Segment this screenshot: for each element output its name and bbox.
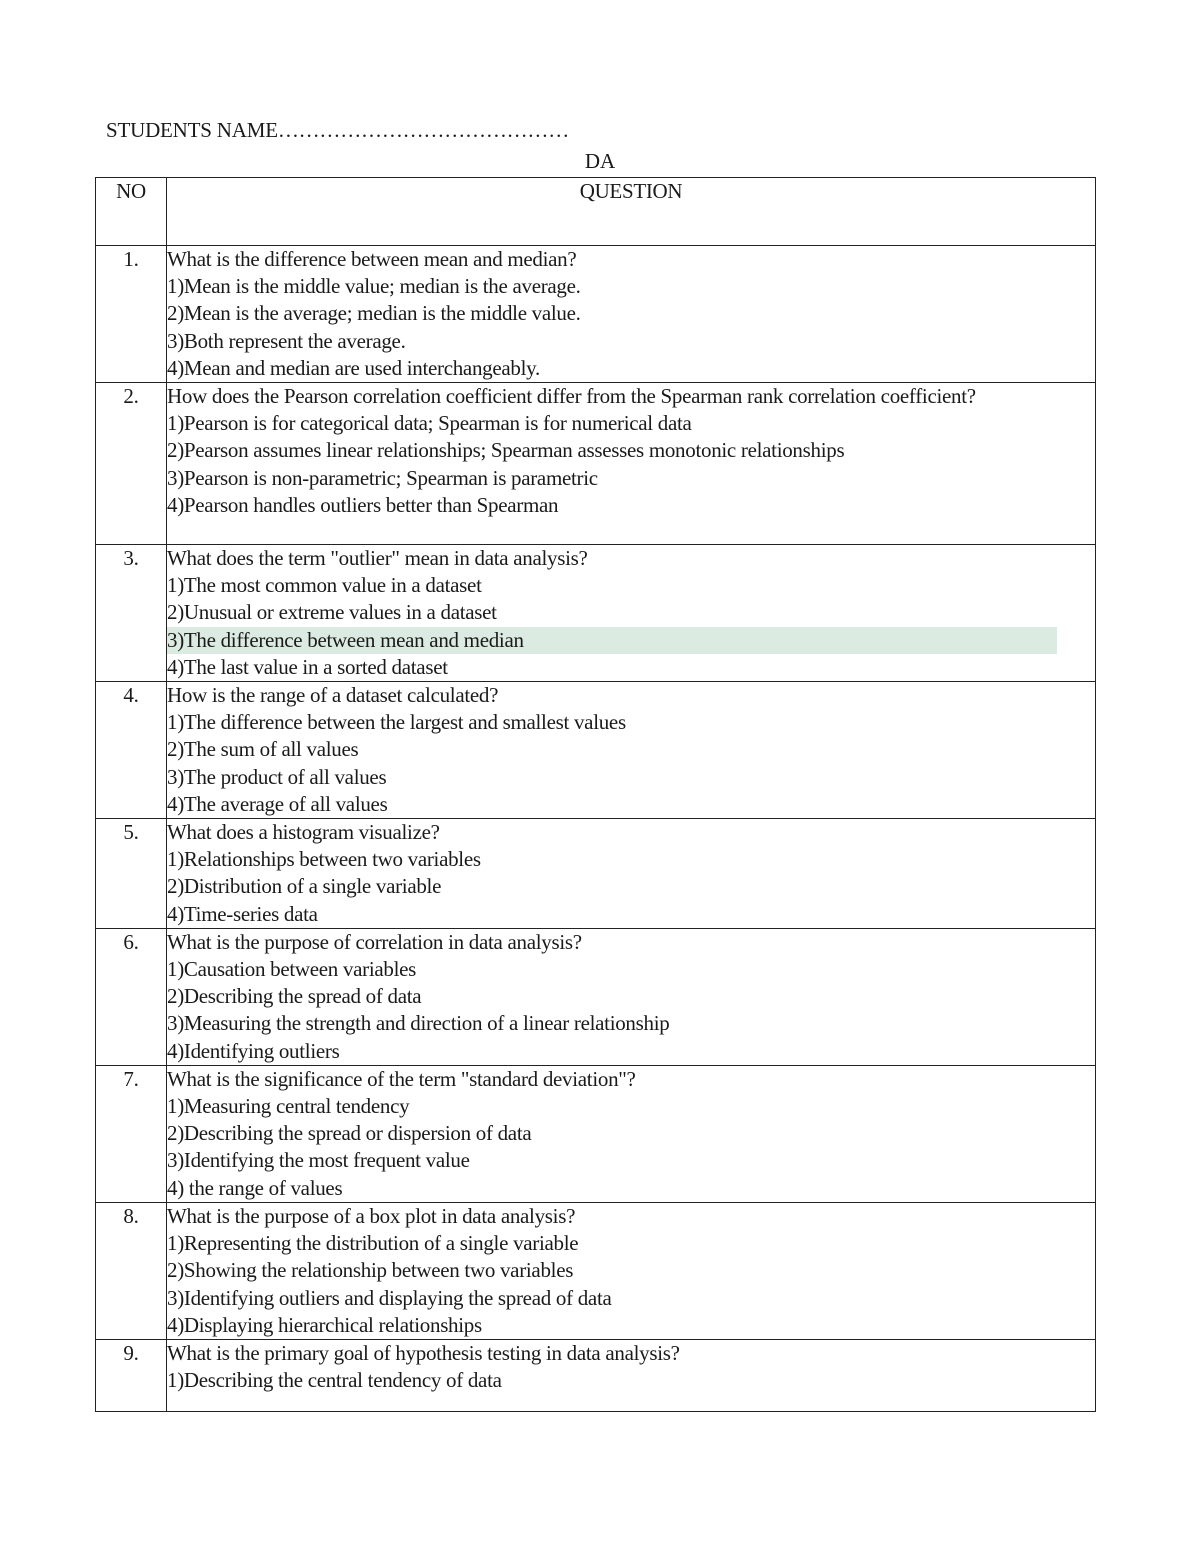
answer-option: 2)The sum of all values: [167, 737, 359, 762]
answer-option: 1)Describing the central tendency of data: [167, 1368, 502, 1393]
question-number: 2.: [96, 383, 167, 545]
answer-option: 3)Identifying outliers and displaying the spread of data: [167, 1285, 612, 1310]
answer-option: 4) the range of values: [167, 1175, 343, 1200]
answer-option: 2)Unusual or extreme values in a dataset: [167, 600, 497, 625]
answer-option: 2)Pearson assumes linear relationships; Spearman assesses monotonic relationships: [167, 438, 845, 463]
question-cell: [167, 928, 1096, 1065]
answer-option: 1)Relationships between two variables: [167, 847, 481, 872]
answer-option: 1)Measuring central tendency: [167, 1094, 410, 1119]
answer-option: 4)Mean and median are used interchangeably.: [167, 355, 540, 380]
question-cell: [167, 682, 1096, 819]
answer-option: 1)The difference between the largest and smallest values: [167, 710, 626, 735]
question-text: What is the purpose of correlation in data analysis?: [167, 929, 582, 954]
answer-option: 1)Representing the distribution of a single variable: [167, 1231, 579, 1256]
question-number: 9.: [96, 1339, 167, 1411]
table-row: [96, 383, 1096, 545]
question-text: What does a histogram visualize?: [167, 820, 440, 845]
question-number: 6.: [96, 928, 167, 1065]
question-text: What is the significance of the term "standard deviation"?: [167, 1066, 636, 1091]
document-subtitle: DA: [584, 149, 616, 173]
question-text: What is the purpose of a box plot in data analysis?: [167, 1203, 576, 1228]
table-row: [96, 682, 1096, 819]
answer-option: 4)The last value in a sorted dataset: [167, 654, 448, 679]
table-row: [96, 1202, 1096, 1339]
answer-option: 2)Distribution of a single variable: [167, 874, 442, 899]
question-number: 1.: [96, 246, 167, 383]
question-number: 4.: [96, 682, 167, 819]
question-cell: [167, 819, 1096, 929]
question-cell: [167, 383, 1096, 545]
column-header-no: NO: [96, 178, 167, 246]
answer-option: 3)Pearson is non-parametric; Spearman is parametric: [167, 465, 598, 490]
question-text: What is the primary goal of hypothesis testing in data analysis?: [167, 1340, 680, 1365]
table-row: [96, 1339, 1096, 1411]
question-text: What is the difference between mean and median?: [167, 247, 577, 271]
column-header-question: QUESTION: [167, 178, 1096, 246]
answer-option: 4)Displaying hierarchical relationships: [167, 1312, 482, 1337]
table-row: [96, 246, 1096, 383]
answer-option: 3)Measuring the strength and direction of a linear relationship: [167, 1011, 670, 1036]
answer-option: 4)Identifying outliers: [167, 1038, 340, 1063]
question-cell: [167, 1202, 1096, 1339]
question-cell: [167, 1065, 1096, 1202]
table-row: [96, 819, 1096, 929]
question-number: 7.: [96, 1065, 167, 1202]
answer-option: 2)Describing the spread of data: [167, 984, 422, 1009]
answer-option: 2)Mean is the average; median is the middle value.: [167, 301, 581, 326]
answer-option: 4)Pearson handles outliers better than Spearman: [167, 492, 559, 517]
answer-option: 3)Identifying the most frequent value: [167, 1148, 470, 1173]
answer-option: 3)Both represent the average.: [167, 328, 406, 353]
question-cell: [167, 545, 1096, 682]
question-text: What does the term "outlier" mean in data analysis?: [167, 546, 588, 571]
table-row: [96, 545, 1096, 682]
question-cell: [167, 246, 1096, 383]
question-text: How is the range of a dataset calculated?: [167, 683, 499, 708]
question-number: 8.: [96, 1202, 167, 1339]
answer-option: 4)The average of all values: [167, 791, 388, 816]
highlighted-answer-option: 3)The difference between mean and median: [167, 627, 1057, 654]
table-row: [96, 928, 1096, 1065]
question-number: 5.: [96, 819, 167, 929]
question-cell: [167, 1339, 1096, 1411]
question-text: How does the Pearson correlation coefficient differ from the Spearman rank correlation coefficient?: [167, 384, 976, 409]
answer-option: 1)Pearson is for categorical data; Spearman is for numerical data: [167, 411, 692, 436]
answer-option: 3)The product of all values: [167, 764, 387, 789]
answer-option: 1)The most common value in a dataset: [167, 573, 482, 598]
student-name-line: STUDENTS NAME……………………………………: [106, 118, 570, 142]
question-number: 3.: [96, 545, 167, 682]
answer-option: 2)Describing the spread or dispersion of data: [167, 1121, 532, 1146]
answer-option: 2)Showing the relationship between two variables: [167, 1258, 574, 1283]
table-row: [96, 1065, 1096, 1202]
answer-option: 1)Causation between variables: [167, 957, 417, 982]
table-header-row: [96, 178, 1096, 246]
answer-option: 1)Mean is the middle value; median is the average.: [167, 274, 581, 299]
question-table: [95, 177, 1096, 1412]
answer-option: 4)Time-series data: [167, 901, 318, 926]
